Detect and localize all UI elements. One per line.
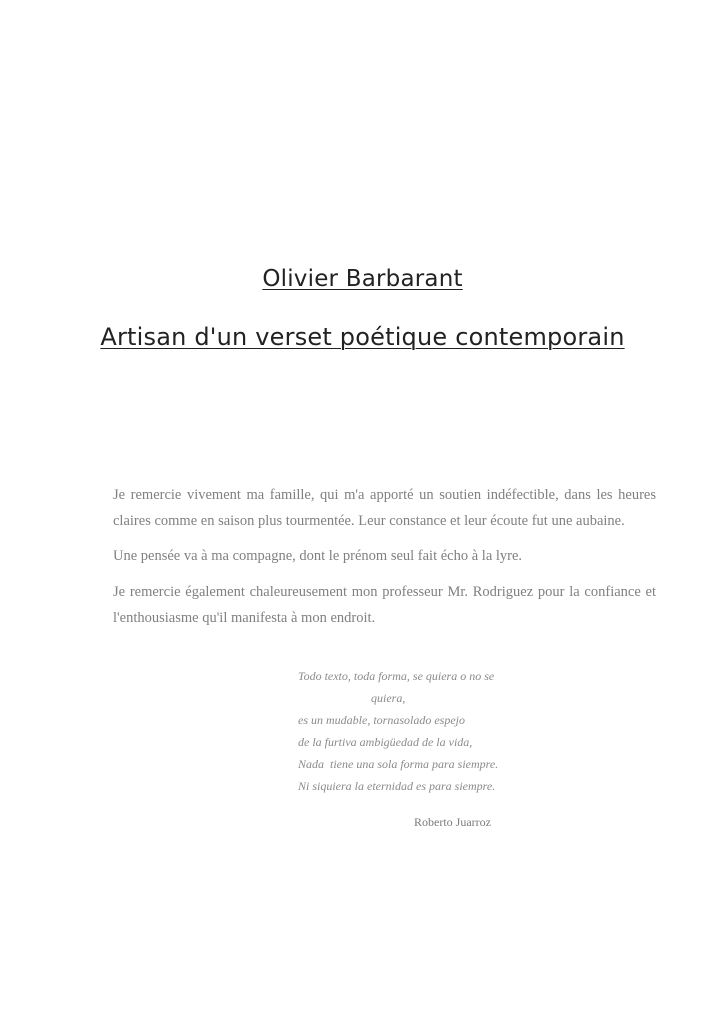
poem-line: es un mudable, tornasolado espejo bbox=[298, 713, 465, 727]
poem-line: Todo texto, toda forma, se quiera o no se bbox=[298, 669, 495, 683]
document-subtitle: Artisan d'un verset poétique contemporain bbox=[100, 323, 625, 351]
poem-line: de la furtiva ambigüedad de la vida, bbox=[298, 735, 473, 749]
poem-line: Nada tiene una sola forma para siempre. bbox=[298, 757, 499, 771]
acknowledgement-paragraph: Je remercie également chaleureusement mon professeur Mr. Rodriguez pour la confiance et l'enthousiasme qu'il manifesta à mon endroit. bbox=[113, 584, 656, 626]
acknowledgements-section bbox=[113, 482, 656, 640]
author-title: Olivier Barbarant bbox=[262, 266, 463, 292]
epigraph-poem bbox=[298, 667, 498, 799]
poem-line: Ni siquiera la eternidad es para siempre. bbox=[298, 779, 496, 793]
acknowledgement-paragraph: Une pensée va à ma compagne, dont le prénom seul fait écho à la lyre. bbox=[113, 548, 523, 564]
acknowledgement-paragraph: Je remercie vivement ma famille, qui m'a apporté un soutien indéfectible, dans les heures claires comme en saison plus tourmentée. Leur constance et leur écoute fut une aubaine. bbox=[113, 487, 656, 529]
epigraph-attribution: Roberto Juarroz bbox=[414, 815, 491, 829]
poem-line: quiera, bbox=[371, 691, 406, 705]
